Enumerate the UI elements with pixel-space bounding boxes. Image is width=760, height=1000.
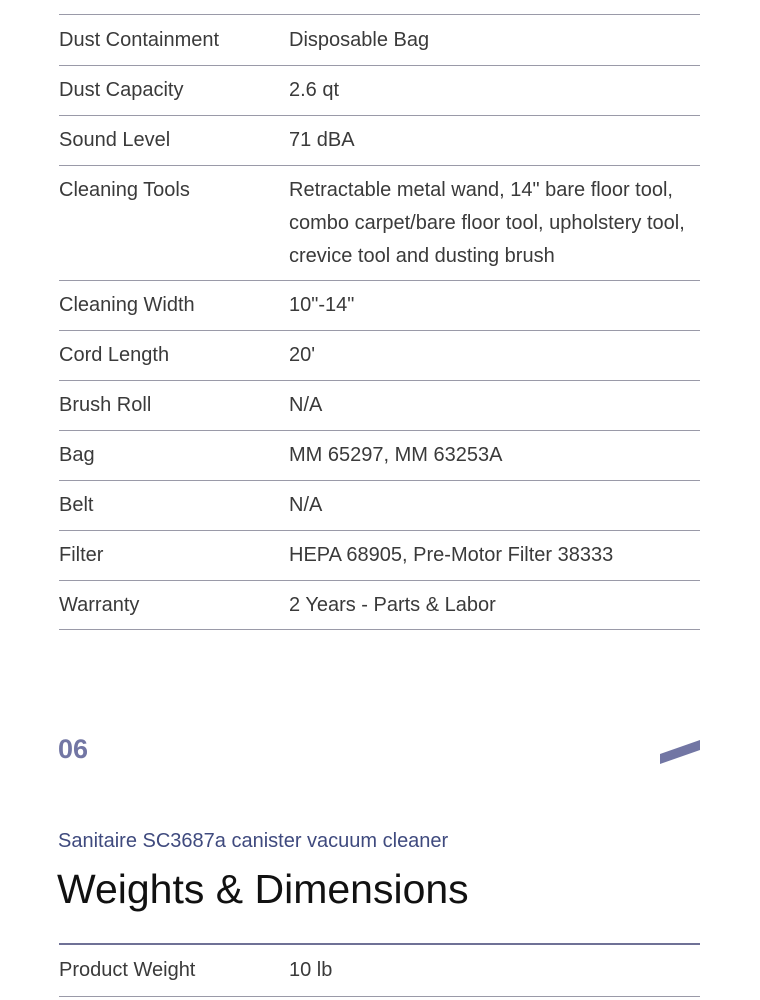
spec-value: N/A <box>289 394 323 416</box>
spec-value: 10 lb <box>289 959 333 981</box>
spec-value: N/A <box>289 494 323 516</box>
spec-value: 2 Years - Parts & Labor <box>289 594 496 616</box>
table-row <box>59 945 700 997</box>
spec-value: 2.6 qt <box>289 79 340 101</box>
accent-slash-shape <box>660 740 700 764</box>
table-row <box>59 581 700 630</box>
spec-label: Sound Level <box>59 129 171 151</box>
spec-value: MM 65297, MM 63253A <box>289 444 503 466</box>
spec-label: Bag <box>59 444 95 466</box>
table-row <box>59 331 700 381</box>
spec-label: Product Weight <box>59 959 196 981</box>
spec-label: Filter <box>59 544 104 566</box>
spec-label: Belt <box>59 494 94 516</box>
table-row <box>59 116 700 166</box>
spec-value: 20' <box>289 344 316 366</box>
spec-label: Brush Roll <box>59 394 152 416</box>
spec-value: Retractable metal wand, 14" bare floor tool, combo carpet/bare floor tool, upholstery tool, crevice tool and dusting brush <box>289 179 685 267</box>
table-row <box>59 481 700 531</box>
accent-slash-icon <box>660 738 700 764</box>
table-row <box>59 15 700 66</box>
section-title: Weights & Dimensions <box>57 866 469 912</box>
spec-value: 10"-14" <box>289 294 355 316</box>
spec-label: Cleaning Width <box>59 294 195 316</box>
table-row <box>59 166 700 281</box>
table-row <box>59 66 700 116</box>
spec-label: Cord Length <box>59 344 170 366</box>
product-subtitle: Sanitaire SC3687a canister vacuum cleaner <box>58 830 449 852</box>
spec-label: Dust Capacity <box>59 79 184 101</box>
spec-label: Cleaning Tools <box>59 179 190 201</box>
table-row <box>59 381 700 431</box>
spec-value: Disposable Bag <box>289 29 430 51</box>
spec-value: 71 dBA <box>289 129 355 151</box>
table-row <box>59 281 700 331</box>
spec-value: HEPA 68905, Pre-Motor Filter 38333 <box>289 544 614 566</box>
table-row <box>59 431 700 481</box>
table-row <box>59 531 700 581</box>
spec-label: Dust Containment <box>59 29 220 51</box>
spec-label: Warranty <box>59 594 140 616</box>
section-number: 06 <box>58 734 89 764</box>
